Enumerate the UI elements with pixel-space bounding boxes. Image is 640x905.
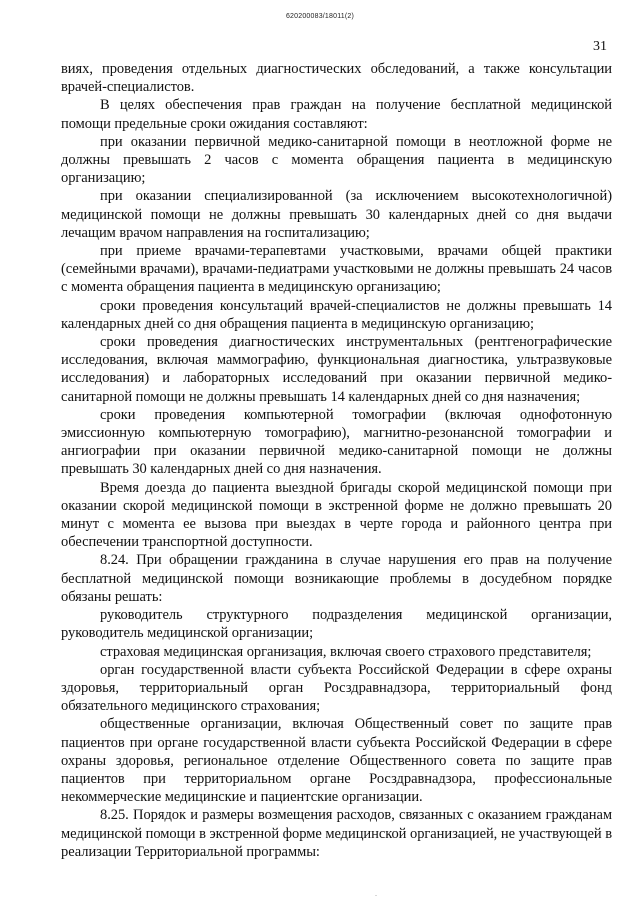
paragraph-wait-times-intro: В целях обеспечения прав граждан на получение бесплатной медицинской помощи предельные сроки ожидания составляют: [61, 97, 612, 132]
paragraph-head-of-organization: руководитель структурного подразделения медицинской организации, руководитель медицинской организации; [61, 607, 612, 642]
paragraph-state-authority: орган государственной власти субъекта Российской Федерации в сфере охраны здоровья, территориальный орган Росздравнадзора, территориальный фонд обязательного медицинского страхования; [61, 661, 612, 715]
paragraph-urgent-primary-care: при оказании первичной медико-санитарной помощи в неотложной форме не должны превышать 2 часов с момента обращения пациента в медицинскую организацию; [61, 133, 612, 187]
footer-mark: . [375, 889, 377, 898]
paragraph-ambulance-time: Время доезда до пациента выездной бригады скорой медицинской помощи при оказании скорой медицинской помощи в экстренной форме не должно превышать 20 минут с момента ее вызова при выездах в черте города и районного центра при обеспечении транспортной доступности. [61, 479, 612, 551]
document-id: 620200083/18011(2) [285, 13, 355, 20]
paragraph-ct-mri: сроки проведения компьютерной томографии (включая однофотонную эмиссионную компьютерную томографию), магнитно-резонансной томографии и ангиографии при оказании первичной медико-санитарной помощи не должны превышать 30 календарных дней со дня назначения. [61, 406, 612, 478]
document-body [61, 60, 612, 861]
paragraph-public-organizations: общественные организации, включая Общественный совет по защите прав пациентов при органе государственной власти субъекта Российской Федерации в сфере охраны здоровья, региональное отделение Общественного совета по защите прав пациентов при территориальном органе Росздравнадзора, профессиональные некоммерческие медицинские и пациентские организации. [61, 716, 612, 806]
paragraph-specialist-consultations: сроки проведения консультаций врачей-специалистов не должны превышать 14 календарных дней со дня обращения пациента в медицинскую организацию; [61, 297, 612, 332]
paragraph-diagnostic-tests: сроки проведения диагностических инструментальных (рентгенографические исследования, включая маммографию, функциональная диагностика, ультразвуковые исследования) и лабораторных исследований при оказании первичной медико-санитарной помощи не должны превышать 14 календарных дней со дня назначения; [61, 334, 612, 405]
paragraph-continuation: виях, проведения отдельных диагностических обследований, а также консультации врачей-специалистов. [61, 61, 612, 96]
paragraph-specialized-care: при оказании специализированной (за исключением высокотехнологичной) медицинской помощи не должны превышать 30 календарных дней со дня выдачи лечащим врачом направления на госпитализацию; [61, 188, 612, 241]
paragraph-section-8-24: 8.24. При обращении гражданина в случае нарушения его прав на получение бесплатной медицинской помощи возникающие проблемы в досудебном порядке обязаны решать: [61, 552, 612, 605]
page-number: 31 [593, 39, 607, 54]
paragraph-insurance-organization: страховая медицинская организация, включая своего страхового представителя; [100, 643, 592, 660]
paragraph-section-8-25: 8.25. Порядок и размеры возмещения расходов, связанных с оказанием гражданам медицинской помощи в экстренной форме медицинской организацией, не участвующей в реализации Территориальной программы: [61, 807, 612, 860]
paragraph-district-physicians: при приеме врачами-терапевтами участковыми, врачами общей практики (семейными врачами), врачами-педиатрами участковыми не должны превышать 24 часов с момента обращения пациента в медицинскую организацию; [61, 243, 612, 296]
